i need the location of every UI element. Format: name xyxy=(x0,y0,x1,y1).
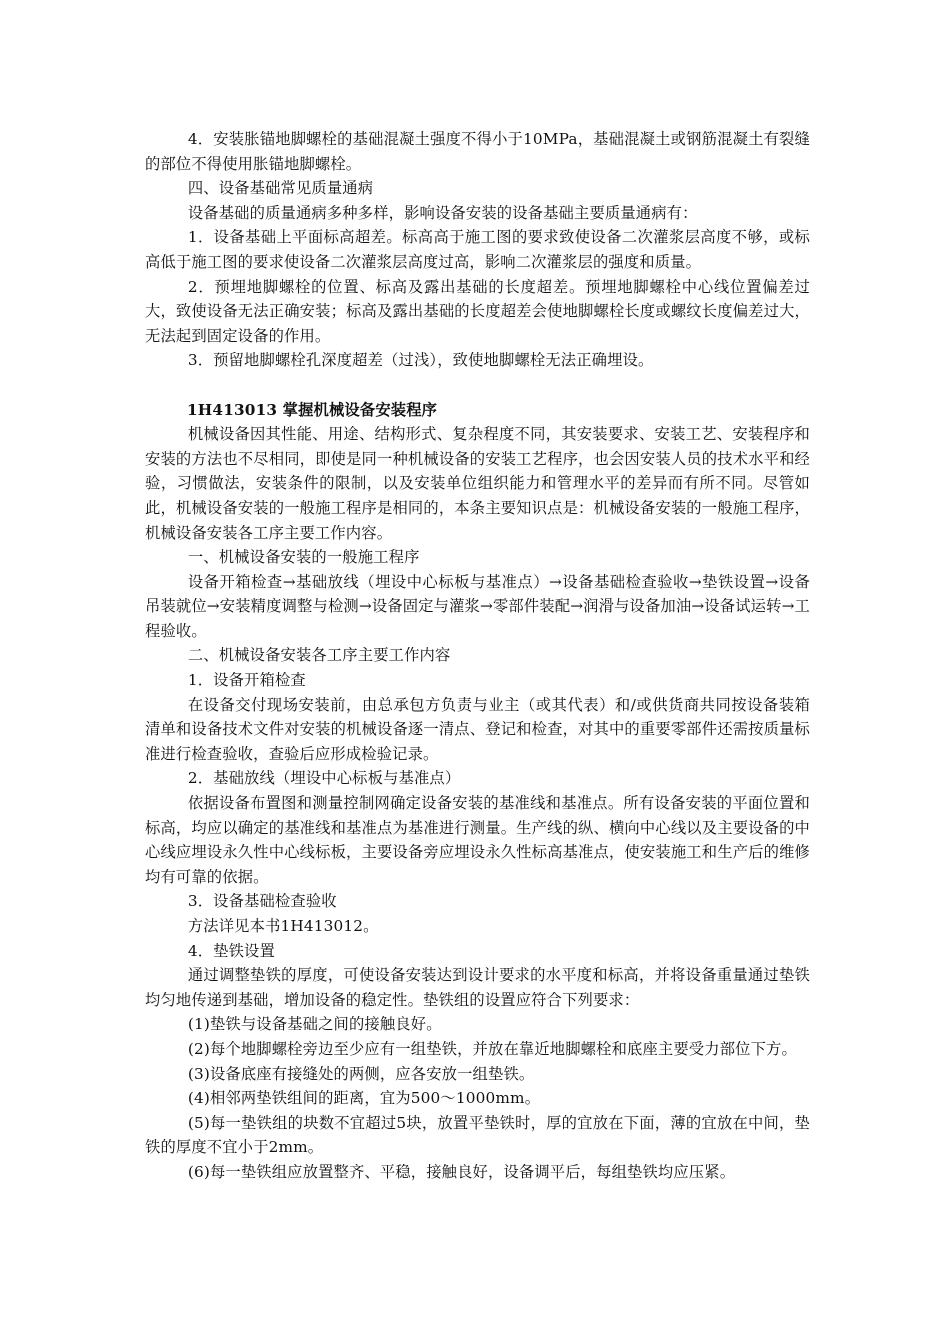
shim-requirement-2: (2)每个地脚螺栓旁边至少应有一组垫铁，并放在靠近地脚螺栓和底座主要受力部位下方。 xyxy=(187,1039,797,1058)
item-4-body: 通过调整垫铁的厚度，可使设备安装达到设计要求的水平度和标高，并将设备重量通过垫铁均匀地传递到基础，增加设备的稳定性。垫铁组的设置应符合下列要求： xyxy=(145,966,810,1009)
section-intro: 机械设备因其性能、用途、结构形式、复杂程度不同，其安装要求、安装工艺、安装程序和安装的方法也不尽相同，即使是同一种机械设备的安装工艺程序，也会因安装人员的技术水平和经验，习惯做法，安装条件的限制，以及安装单位组织能力和管理水平的差异而有所不同。尽管如此，机械设备安装的一般施工程序是相同的，本条主要知识点是：机械设备安装的一般施工程序，机械设备安装各工序主要工作内容。 xyxy=(145,425,810,542)
subheading-common-defects: 四、设备基础常见质量通病 xyxy=(187,179,374,198)
document-body xyxy=(145,127,810,1185)
item-4-title: 4．垫铁设置 xyxy=(187,941,275,960)
subheading-general-procedure: 一、机械设备安装的一般施工程序 xyxy=(187,548,420,567)
shim-requirement-3: (3)设备底座有接缝处的两侧，应各安放一组垫铁。 xyxy=(187,1064,535,1083)
procedure-flow: 设备开箱检查→基础放线（埋设中心标板与基准点）→设备基础检查验收→垫铁设置→设备吊装就位→安装精度调整与检测→设备固定与灌浆→零部件装配→润滑与设备加油→设备试运转→工程验收。 xyxy=(145,572,810,640)
defect-item-3: 3．预留地脚螺栓孔深度超差（过浅），致使地脚螺栓无法正确埋设。 xyxy=(187,351,654,370)
item-2-body: 依据设备布置图和测量控制网确定设备安装的基准线和基准点。所有设备安装的平面位置和标高，均应以确定的基准线和基准点为基准进行测量。生产线的纵、横向中心线以及主要设备的中心线应埋设永久性中心线标板，主要设备旁应埋设永久性标高基准点，使安装施工和生产后的维修均有可靠的依据。 xyxy=(145,794,810,886)
shim-requirement-5: (5)每一垫铁组的块数不宜超过5块，放置平垫铁时，厚的宜放在下面，薄的宜放在中间，垫铁的厚度不宜小于2mm。 xyxy=(145,1113,810,1157)
item-3-title: 3．设备基础检查验收 xyxy=(187,892,337,911)
clause-4-expansion-anchor: 4．安装胀锚地脚螺栓的基础混凝土强度不得小于10MPa，基础混凝土或钢筋混凝土有裂缝的部位不得使用胀锚地脚螺栓。 xyxy=(145,130,810,173)
item-1-title: 1．设备开箱检查 xyxy=(187,671,306,690)
subheading-work-content: 二、机械设备安装各工序主要工作内容 xyxy=(187,646,451,665)
shim-requirement-6: (6)每一垫铁组应放置整齐、平稳，接触良好，设备调平后，每组垫铁均应压紧。 xyxy=(187,1162,736,1181)
shim-requirement-1: (1)垫铁与设备基础之间的接触良好。 xyxy=(187,1015,442,1034)
defect-item-2: 2．预埋地脚螺栓的位置、标高及露出基础的长度超差。预埋地脚螺栓中心线位置偏差过大，致使设备无法正确安装；标高及露出基础的长度超差会使地脚螺栓长度或螺纹长度偏差过大，无法起到固定设备的作用。 xyxy=(145,277,810,345)
item-1-body: 在设备交付现场安装前，由总承包方负责与业主（或其代表）和/或供货商共同按设备装箱清单和设备技术文件对安装的机械设备逐一清点、登记和检查，对其中的重要零部件还需按质量标准进行检查验收，查验后应形成检验记录。 xyxy=(145,695,810,763)
defect-item-1: 1．设备基础上平面标高超差。标高高于施工图的要求致使设备二次灌浆层高度不够，或标高低于施工图的要求使设备二次灌浆层高度过高，影响二次灌浆层的强度和质量。 xyxy=(145,228,810,271)
item-2-title: 2．基础放线（埋设中心标板与基准点） xyxy=(187,769,461,788)
item-3-body: 方法详见本书1H413012。 xyxy=(187,917,379,935)
section-heading: 1H413013 掌握机械设备安装程序 xyxy=(187,400,438,419)
defects-intro: 设备基础的质量通病多种多样，影响设备安装的设备基础主要质量通病有： xyxy=(187,203,698,222)
section-spacer xyxy=(145,373,810,398)
shim-requirement-4: (4)相邻两垫铁组间的距离，宜为500～1000mm。 xyxy=(187,1089,541,1108)
